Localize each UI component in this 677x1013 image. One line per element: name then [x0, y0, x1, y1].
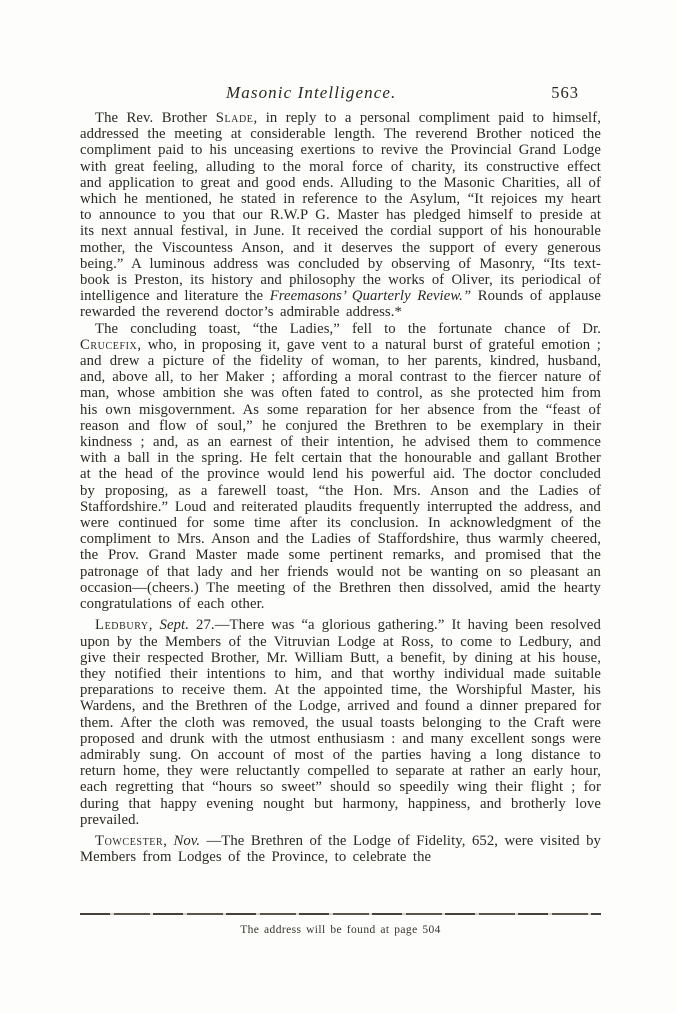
footnote-block [80, 913, 601, 936]
paragraph [80, 833, 601, 865]
text-run: Nov. [173, 832, 201, 849]
paragraph [80, 321, 601, 613]
text-run: Sept. [159, 617, 190, 634]
text-run: Ledbury [95, 617, 149, 634]
text-run: Rounds of applause rewarded the reverend doctor’s admirable address.* [80, 288, 601, 321]
paragraph [80, 110, 601, 321]
text-run: Freemasons’ Quarterly Review.” [269, 288, 472, 305]
page-title: Masonic Intelligence. [226, 83, 397, 102]
article-body [80, 110, 601, 865]
footnote-text: The address will be found at page 504 [240, 924, 441, 936]
text-run: , [163, 832, 174, 849]
page-number: 563 [551, 83, 579, 102]
text-run: —The Brethren of the Lodge of Fidelity, 652, were visited by Members from Lodges of the Province, to celebrate the [80, 832, 601, 866]
text-run: , who, in proposing it, gave vent to a natural burst of grateful emotion ; and drew a picture of the fidelity of woman, to her parents, kindred, husband, and, above all, to her Maker ; affording a moral contrast to the fiercer nature of man, whose ambition she was often fated to control, as she protected him from his own misgovernment. As some reparation for her absence from the “feast of reason and flow of soul,” he conjured the Brethren to be exemplary in their kindness ; and, as an earnest of their intention, he advised them to commence with a ball in the spring. He felt certain that the honourable and gallant Brother at the head of the province would lend his powerful aid. The doctor concluded by proposing, as a farewell toast, “the Hon. Mrs. Anson and the Ladies of Staffordshire.” Loud and reiterated plaudits frequently interrupted the address, and were continued for some time after its conclusion. In acknowledgment of the compliment to Mrs. Anson and the Ladies of Staffordshire, thus warmly cheered, the Prov. Grand Master made some pertinent remarks, and promised that the patronage of that lady and her friends would not be wanting on so pleasant an occasion—(cheers.) The meeting of the Brethren then dissolved, amid the hearty congratulations of each other. [80, 336, 601, 613]
text-run: Crucefix [80, 336, 138, 353]
text-run: Towcester [95, 832, 164, 849]
text-run: The concluding toast, “the Ladies,” fell to the fortunate chance of Dr. [95, 320, 601, 337]
paragraph [80, 617, 601, 828]
text-block [80, 83, 601, 865]
text-run: , in reply to a personal compliment paid to himself, addressed the meeting at considerable length. The reverend Brother noticed the compliment paid to his unceasing exertions to revive the Provincial Grand Lodge with great feeling, alluding to the moral force of charity, its constructive effect and application to great and good ends. Alluding to the Masonic Charities, all of which he mentioned, he stated in reference to the Asylum, “It rejoices my heart to announce to you that our R.W.P G. Master has pledged himself to preside at its next annual festival, in June. It received the cordial support of his honourable mother, the Viscountess Anson, and it deserves the support of every generous being.” A luminous address was concluded by observing of Masonry, “Its text-book is Preston, its history and philosophy the works of Oliver, its periodical of intelligence and literature the [80, 110, 601, 305]
text-run: , [148, 617, 160, 634]
text-run: 27.—There was “a glorious gathering.” It having been resolved upon by the Members of the Vitruvian Lodge at Ross, to come to Ledbury, and give their respected Brother, Mr. William Butt, a benefit, by dining at his house, they notified their intentions to him, and that worthy individual made suitable preparations to receive them. At the appointed time, the Worshipful Master, his Wardens, and the Brethren of the Lodge, arrived and found a dinner prepared for them. After the cloth was removed, the usual toasts belonging to the Craft were proposed and drunk with the utmost enthusiasm : and many excellent songs were admirably sung. On account of most of the parties having a long distance to return home, they were reluctantly compelled to separate at rather an early hour, each regretting that “hours so sweet” should so speedily wing their flight ; for during that happy evening nought but harmony, happiness, and brotherly love prevailed. [80, 617, 601, 828]
running-head [80, 83, 601, 106]
text-run: Slade [215, 110, 254, 126]
footnote-rule [80, 913, 601, 915]
text-run: The Rev. Brother [95, 110, 216, 126]
